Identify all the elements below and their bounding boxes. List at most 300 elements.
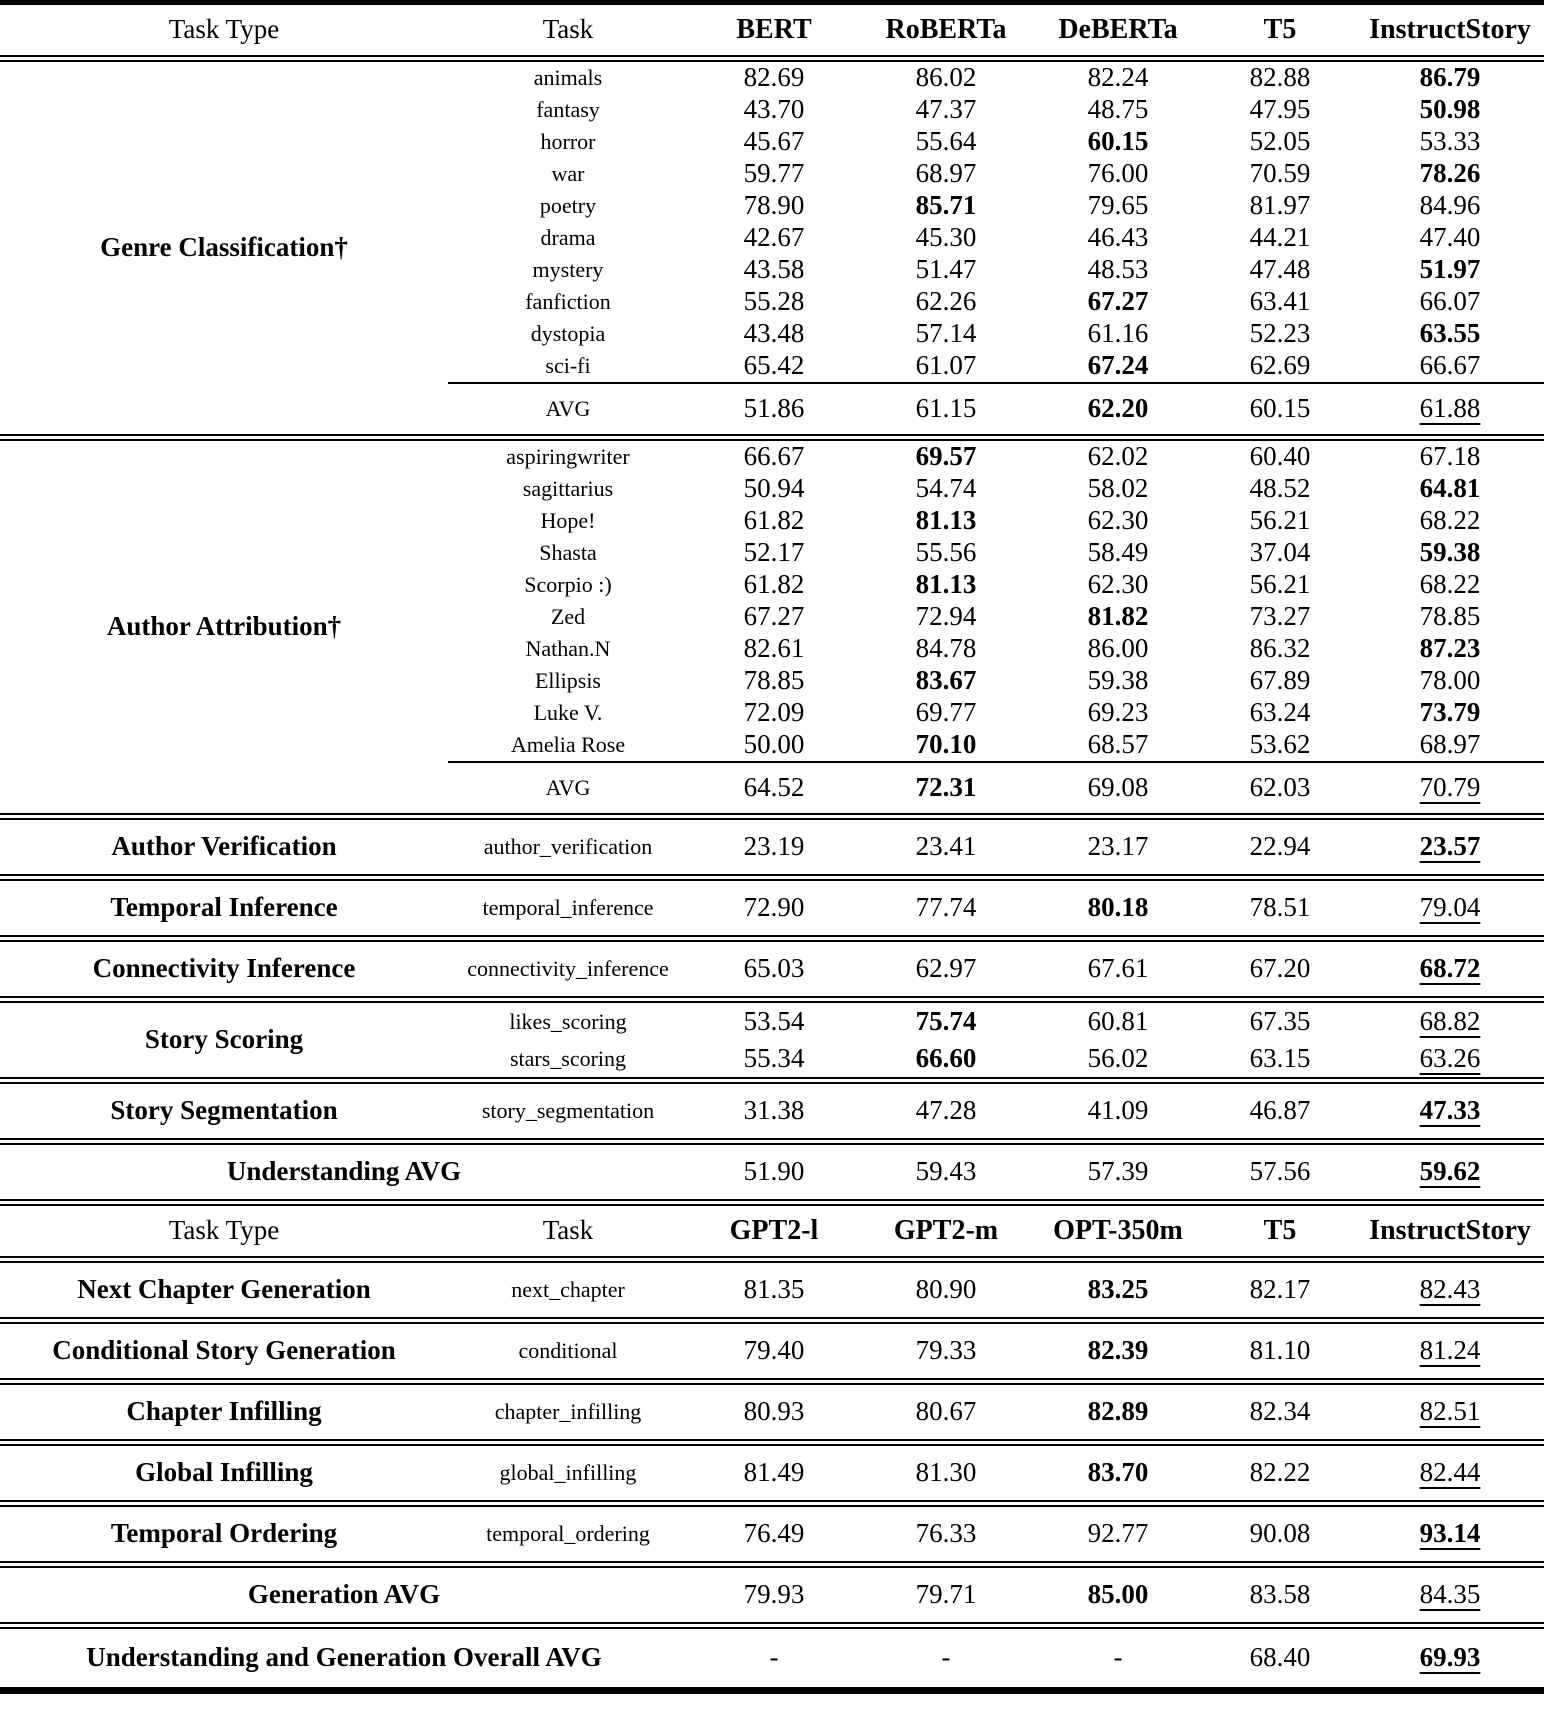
task-name-temporal-ordering: temporal_ordering bbox=[448, 1504, 688, 1565]
task-type-label-author-attribution: Author Attribution† bbox=[0, 438, 448, 817]
value-text: 46.43 bbox=[1087, 222, 1149, 253]
value-text: 57.56 bbox=[1249, 1156, 1311, 1187]
task-name-shasta: Shasta bbox=[539, 540, 597, 566]
value-text: 53.62 bbox=[1249, 729, 1311, 760]
value-cell bbox=[1204, 537, 1356, 569]
value-cell bbox=[860, 569, 1032, 601]
value-cell bbox=[1204, 286, 1356, 318]
value-text: 68.22 bbox=[1419, 505, 1481, 536]
value-cell bbox=[1032, 1081, 1204, 1142]
value-cell bbox=[1204, 1626, 1356, 1691]
value-cell bbox=[1032, 633, 1204, 665]
value-text: 67.20 bbox=[1249, 953, 1311, 984]
value-cell bbox=[1356, 939, 1544, 1000]
value-cell bbox=[688, 601, 860, 633]
value-text: 76.49 bbox=[743, 1518, 805, 1549]
value-text: 47.40 bbox=[1419, 222, 1481, 253]
table-row bbox=[0, 878, 1544, 939]
value-text: 93.14 bbox=[1419, 1518, 1481, 1549]
table-row bbox=[0, 1443, 1544, 1504]
task-type-label-story-segmentation: Story Segmentation bbox=[0, 1081, 448, 1142]
value-text: 69.57 bbox=[915, 441, 977, 472]
value-text: 50.94 bbox=[743, 473, 805, 504]
column-header-task-type: Task Type bbox=[168, 14, 280, 45]
value-text: - bbox=[1113, 1642, 1123, 1673]
value-text: 23.57 bbox=[1419, 831, 1481, 862]
value-text: 23.19 bbox=[743, 831, 805, 862]
value-cell bbox=[688, 665, 860, 697]
value-text: 81.97 bbox=[1249, 190, 1311, 221]
value-text: 66.60 bbox=[915, 1042, 977, 1073]
task-type-label-temporal-inference: Temporal Inference bbox=[0, 878, 448, 939]
task-type-label-author-verification: Author Verification bbox=[0, 817, 448, 878]
value-text: 64.81 bbox=[1419, 473, 1481, 504]
value-cell bbox=[860, 1504, 1032, 1565]
value-text: 80.18 bbox=[1087, 892, 1149, 923]
value-cell bbox=[860, 762, 1032, 817]
value-text: 37.04 bbox=[1249, 537, 1311, 568]
value-text: 68.40 bbox=[1249, 1642, 1311, 1673]
avg-label: AVG bbox=[448, 762, 688, 817]
value-cell bbox=[1356, 1504, 1544, 1565]
value-text: 76.33 bbox=[915, 1518, 977, 1549]
value-text: 73.79 bbox=[1419, 697, 1481, 728]
task-name-zed: Zed bbox=[550, 604, 586, 630]
task-name-luke-v: Luke V. bbox=[533, 700, 603, 726]
task-name-sci-fi: sci-fi bbox=[545, 353, 591, 379]
value-cell bbox=[688, 1565, 860, 1626]
column-header-gpt2-m: GPT2-m bbox=[860, 1203, 1032, 1260]
value-text: 61.88 bbox=[1419, 393, 1481, 424]
value-cell bbox=[688, 1260, 860, 1321]
value-cell bbox=[1204, 601, 1356, 633]
value-text: 58.49 bbox=[1087, 537, 1149, 568]
value-text: 67.35 bbox=[1249, 1005, 1311, 1036]
results-table-body bbox=[0, 3, 1544, 1691]
value-text: 81.24 bbox=[1419, 1335, 1481, 1366]
value-cell bbox=[1204, 939, 1356, 1000]
value-cell bbox=[860, 190, 1032, 222]
value-cell bbox=[688, 1443, 860, 1504]
value-text: 62.26 bbox=[915, 286, 977, 317]
value-text: 50.00 bbox=[743, 729, 805, 760]
value-text: 85.00 bbox=[1087, 1579, 1149, 1610]
value-text: 69.23 bbox=[1087, 697, 1149, 728]
task-name-conditional: conditional bbox=[448, 1321, 688, 1382]
value-text: 66.07 bbox=[1419, 286, 1481, 317]
value-text: 90.08 bbox=[1249, 1518, 1311, 1549]
value-cell bbox=[1204, 697, 1356, 729]
task-name-mystery: mystery bbox=[532, 257, 604, 283]
value-cell bbox=[1356, 254, 1544, 286]
table-row bbox=[0, 1203, 1544, 1260]
value-text: 65.42 bbox=[743, 350, 805, 381]
value-cell bbox=[688, 697, 860, 729]
task-name-horror: horror bbox=[540, 129, 596, 155]
table-row bbox=[0, 1504, 1544, 1565]
value-text: 62.03 bbox=[1249, 772, 1311, 803]
value-cell bbox=[1204, 1142, 1356, 1203]
value-cell bbox=[1032, 729, 1204, 762]
value-cell bbox=[688, 729, 860, 762]
value-cell bbox=[688, 286, 860, 318]
value-text: 51.86 bbox=[743, 393, 805, 424]
task-name-stars-scoring: stars_scoring bbox=[509, 1045, 627, 1071]
value-text: 72.90 bbox=[743, 892, 805, 923]
value-cell bbox=[1356, 665, 1544, 697]
value-cell bbox=[860, 1382, 1032, 1443]
task-name-chapter-infilling: chapter_infilling bbox=[448, 1382, 688, 1443]
value-cell bbox=[1204, 1040, 1356, 1081]
value-cell bbox=[688, 94, 860, 126]
value-text: 87.23 bbox=[1419, 633, 1481, 664]
value-cell bbox=[860, 383, 1032, 438]
value-cell bbox=[1204, 817, 1356, 878]
value-text: 81.49 bbox=[743, 1457, 805, 1488]
value-text: 63.24 bbox=[1249, 697, 1311, 728]
value-cell bbox=[1356, 1443, 1544, 1504]
task-type-label-genre-classification: Genre Classification† bbox=[0, 59, 448, 438]
table-row bbox=[0, 1260, 1544, 1321]
value-text: 47.37 bbox=[915, 94, 977, 125]
value-text: 48.75 bbox=[1087, 94, 1149, 125]
value-cell bbox=[1204, 190, 1356, 222]
value-text: 57.39 bbox=[1087, 1156, 1149, 1187]
value-text: 82.51 bbox=[1419, 1396, 1481, 1427]
value-cell bbox=[1032, 286, 1204, 318]
value-text: 45.30 bbox=[915, 222, 977, 253]
value-cell bbox=[1032, 254, 1204, 286]
value-text: 82.22 bbox=[1249, 1457, 1311, 1488]
task-name-war: war bbox=[551, 161, 585, 187]
value-cell bbox=[860, 126, 1032, 158]
value-cell bbox=[1356, 1565, 1544, 1626]
value-cell bbox=[1032, 94, 1204, 126]
value-cell bbox=[688, 254, 860, 286]
value-cell bbox=[688, 1321, 860, 1382]
value-text: 81.30 bbox=[915, 1457, 977, 1488]
value-text: 47.48 bbox=[1249, 254, 1311, 285]
value-cell bbox=[860, 697, 1032, 729]
value-cell bbox=[1032, 59, 1204, 95]
value-cell bbox=[688, 126, 860, 158]
value-cell bbox=[860, 601, 1032, 633]
value-text: 55.64 bbox=[915, 126, 977, 157]
value-text: 44.21 bbox=[1249, 222, 1311, 253]
value-text: 51.90 bbox=[743, 1156, 805, 1187]
value-text: 69.93 bbox=[1419, 1642, 1481, 1673]
value-cell bbox=[860, 729, 1032, 762]
value-cell bbox=[688, 537, 860, 569]
value-cell bbox=[1356, 158, 1544, 190]
value-cell bbox=[1356, 1040, 1544, 1081]
value-cell bbox=[1356, 473, 1544, 505]
value-text: - bbox=[941, 1642, 951, 1673]
task-type-label-conditional-story-generation: Conditional Story Generation bbox=[0, 1321, 448, 1382]
value-cell bbox=[688, 473, 860, 505]
value-text: 31.38 bbox=[743, 1095, 805, 1126]
value-cell bbox=[688, 318, 860, 350]
value-text: 84.78 bbox=[915, 633, 977, 664]
value-cell bbox=[860, 158, 1032, 190]
value-cell bbox=[860, 473, 1032, 505]
value-text: 60.15 bbox=[1087, 126, 1149, 157]
value-text: 60.40 bbox=[1249, 441, 1311, 472]
value-text: 68.72 bbox=[1419, 953, 1481, 984]
value-cell bbox=[1356, 537, 1544, 569]
value-cell bbox=[688, 1626, 860, 1691]
value-cell bbox=[1204, 473, 1356, 505]
value-text: 59.43 bbox=[915, 1156, 977, 1187]
column-header-instructstory: InstructStory bbox=[1369, 13, 1531, 45]
value-text: 53.33 bbox=[1419, 126, 1481, 157]
value-text: 62.30 bbox=[1087, 569, 1149, 600]
value-text: 72.31 bbox=[915, 772, 977, 803]
value-text: 81.82 bbox=[1087, 601, 1149, 632]
value-cell bbox=[688, 762, 860, 817]
value-cell bbox=[1032, 1040, 1204, 1081]
value-text: 42.67 bbox=[743, 222, 805, 253]
table-row bbox=[0, 1382, 1544, 1443]
value-cell bbox=[1356, 1081, 1544, 1142]
value-cell bbox=[860, 817, 1032, 878]
value-text: 79.71 bbox=[915, 1579, 977, 1610]
value-cell bbox=[1356, 318, 1544, 350]
value-text: 68.57 bbox=[1087, 729, 1149, 760]
value-cell bbox=[860, 286, 1032, 318]
value-cell bbox=[1032, 1260, 1204, 1321]
value-text: 78.26 bbox=[1419, 158, 1481, 189]
value-text: 52.17 bbox=[743, 537, 805, 568]
value-cell bbox=[688, 1142, 860, 1203]
value-text: 58.02 bbox=[1087, 473, 1149, 504]
value-text: 52.23 bbox=[1249, 318, 1311, 349]
value-text: 82.17 bbox=[1249, 1274, 1311, 1305]
value-text: 69.77 bbox=[915, 697, 977, 728]
value-text: 82.43 bbox=[1419, 1274, 1481, 1305]
value-text: 63.15 bbox=[1249, 1042, 1311, 1073]
value-text: 63.55 bbox=[1419, 318, 1481, 349]
value-text: 51.97 bbox=[1419, 254, 1481, 285]
value-cell bbox=[1204, 505, 1356, 537]
task-name-next-chapter: next_chapter bbox=[448, 1260, 688, 1321]
value-text: 61.82 bbox=[743, 569, 805, 600]
task-name-fanfiction: fanfiction bbox=[525, 289, 611, 315]
task-name-ellipsis: Ellipsis bbox=[534, 668, 601, 694]
value-cell bbox=[1032, 878, 1204, 939]
value-cell bbox=[1032, 1321, 1204, 1382]
value-cell bbox=[860, 1321, 1032, 1382]
value-text: 70.10 bbox=[915, 729, 977, 760]
column-header-task: Task bbox=[542, 14, 594, 45]
value-cell bbox=[1356, 878, 1544, 939]
value-cell bbox=[1032, 601, 1204, 633]
value-text: 59.62 bbox=[1419, 1156, 1481, 1187]
value-cell bbox=[1356, 59, 1544, 95]
value-cell bbox=[1032, 1382, 1204, 1443]
value-text: 78.85 bbox=[743, 665, 805, 696]
column-header-gpt2-l: GPT2-l bbox=[688, 1203, 860, 1260]
value-text: 55.34 bbox=[743, 1042, 805, 1073]
task-name-sagittarius: sagittarius bbox=[522, 476, 614, 502]
value-cell bbox=[1356, 94, 1544, 126]
value-text: 52.05 bbox=[1249, 126, 1311, 157]
value-text: 78.85 bbox=[1419, 601, 1481, 632]
value-cell bbox=[1032, 1142, 1204, 1203]
value-cell bbox=[1032, 665, 1204, 697]
task-name-connectivity-inference: connectivity_inference bbox=[448, 939, 688, 1000]
value-text: 63.41 bbox=[1249, 286, 1311, 317]
value-text: 80.90 bbox=[915, 1274, 977, 1305]
value-cell bbox=[1204, 350, 1356, 383]
task-name-poetry: poetry bbox=[539, 193, 597, 219]
table-row bbox=[0, 1321, 1544, 1382]
value-cell bbox=[860, 1260, 1032, 1321]
value-cell bbox=[1032, 817, 1204, 878]
value-text: 79.40 bbox=[743, 1335, 805, 1366]
value-text: 59.38 bbox=[1419, 537, 1481, 568]
summary-label-generation-avg: Generation AVG bbox=[0, 1565, 688, 1626]
value-text: 67.27 bbox=[743, 601, 805, 632]
value-cell bbox=[1356, 1321, 1544, 1382]
value-cell bbox=[1204, 254, 1356, 286]
value-text: 80.67 bbox=[915, 1396, 977, 1427]
value-cell bbox=[1032, 158, 1204, 190]
value-cell bbox=[688, 817, 860, 878]
value-cell bbox=[860, 1626, 1032, 1691]
value-text: 83.58 bbox=[1249, 1579, 1311, 1610]
value-cell bbox=[1204, 1260, 1356, 1321]
value-cell bbox=[1356, 1626, 1544, 1691]
value-text: 81.13 bbox=[915, 505, 977, 536]
value-cell bbox=[1204, 383, 1356, 438]
value-cell bbox=[1032, 1626, 1204, 1691]
task-name-hope: Hope! bbox=[540, 508, 596, 534]
task-name-fantasy: fantasy bbox=[536, 97, 600, 123]
value-cell bbox=[1356, 190, 1544, 222]
value-text: 43.48 bbox=[743, 318, 805, 349]
column-header-t5: T5 bbox=[1204, 1203, 1356, 1260]
column-header-opt-350m: OPT-350m bbox=[1032, 1203, 1204, 1260]
avg-label: AVG bbox=[448, 383, 688, 438]
value-text: 63.26 bbox=[1419, 1042, 1481, 1073]
value-cell bbox=[1204, 1000, 1356, 1041]
value-cell bbox=[1356, 762, 1544, 817]
value-text: 68.97 bbox=[915, 158, 977, 189]
table-row bbox=[0, 939, 1544, 1000]
value-cell bbox=[1356, 505, 1544, 537]
value-cell bbox=[1204, 126, 1356, 158]
value-cell bbox=[1032, 1000, 1204, 1041]
value-cell bbox=[1032, 939, 1204, 1000]
value-text: 70.59 bbox=[1249, 158, 1311, 189]
value-text: 68.97 bbox=[1419, 729, 1481, 760]
value-cell bbox=[860, 1142, 1032, 1203]
value-text: 82.69 bbox=[743, 62, 805, 93]
task-name-global-infilling: global_infilling bbox=[448, 1443, 688, 1504]
value-cell bbox=[1032, 1565, 1204, 1626]
value-cell bbox=[860, 318, 1032, 350]
value-cell bbox=[860, 505, 1032, 537]
value-text: 46.87 bbox=[1249, 1095, 1311, 1126]
task-type-label-global-infilling: Global Infilling bbox=[0, 1443, 448, 1504]
value-text: 78.51 bbox=[1249, 892, 1311, 923]
value-cell bbox=[1204, 158, 1356, 190]
value-text: 23.41 bbox=[915, 831, 977, 862]
value-cell bbox=[860, 94, 1032, 126]
value-text: 86.00 bbox=[1087, 633, 1149, 664]
task-name-temporal-inference: temporal_inference bbox=[448, 878, 688, 939]
value-text: 81.10 bbox=[1249, 1335, 1311, 1366]
value-cell bbox=[1032, 569, 1204, 601]
task-name-nathan-n: Nathan.N bbox=[525, 636, 611, 662]
value-cell bbox=[860, 537, 1032, 569]
value-text: 54.74 bbox=[915, 473, 977, 504]
value-text: 82.24 bbox=[1087, 62, 1149, 93]
value-text: 84.35 bbox=[1419, 1579, 1481, 1610]
summary-label-understanding-and-generation-overall-avg: Understanding and Generation Overall AVG bbox=[0, 1626, 688, 1691]
task-name-scorpio: Scorpio :) bbox=[524, 572, 612, 598]
value-text: 86.79 bbox=[1419, 62, 1481, 93]
value-text: 62.30 bbox=[1087, 505, 1149, 536]
value-cell bbox=[1204, 878, 1356, 939]
value-text: 75.74 bbox=[915, 1005, 977, 1036]
table-row bbox=[0, 1142, 1544, 1203]
value-cell bbox=[860, 1040, 1032, 1081]
value-text: 67.61 bbox=[1087, 953, 1149, 984]
value-cell bbox=[1204, 94, 1356, 126]
value-cell bbox=[860, 350, 1032, 383]
value-text: 72.94 bbox=[915, 601, 977, 632]
value-text: 67.89 bbox=[1249, 665, 1311, 696]
value-cell bbox=[1204, 1081, 1356, 1142]
value-text: 56.02 bbox=[1087, 1042, 1149, 1073]
value-text: 82.39 bbox=[1087, 1335, 1149, 1366]
value-text: 81.35 bbox=[743, 1274, 805, 1305]
value-text: 86.32 bbox=[1249, 633, 1311, 664]
table-row bbox=[0, 3, 1544, 59]
value-text: - bbox=[769, 1642, 779, 1673]
value-cell bbox=[1204, 1565, 1356, 1626]
value-cell bbox=[688, 939, 860, 1000]
value-cell bbox=[1032, 383, 1204, 438]
value-text: 62.69 bbox=[1249, 350, 1311, 381]
summary-label-understanding-avg: Understanding AVG bbox=[0, 1142, 688, 1203]
value-text: 67.27 bbox=[1087, 286, 1149, 317]
value-text: 22.94 bbox=[1249, 831, 1311, 862]
value-cell bbox=[688, 158, 860, 190]
value-cell bbox=[688, 878, 860, 939]
value-text: 55.28 bbox=[743, 286, 805, 317]
value-cell bbox=[1356, 1260, 1544, 1321]
task-name-dystopia: dystopia bbox=[530, 321, 606, 347]
value-cell bbox=[1032, 1504, 1204, 1565]
value-cell bbox=[1204, 569, 1356, 601]
value-cell bbox=[688, 569, 860, 601]
value-text: 62.20 bbox=[1087, 393, 1149, 424]
value-cell bbox=[1032, 318, 1204, 350]
table-row bbox=[0, 817, 1544, 878]
task-name-likes-scoring: likes_scoring bbox=[448, 1000, 688, 1041]
value-cell bbox=[860, 1000, 1032, 1041]
value-text: 79.93 bbox=[743, 1579, 805, 1610]
task-name-animals: animals bbox=[448, 59, 688, 95]
value-text: 80.93 bbox=[743, 1396, 805, 1427]
value-cell bbox=[688, 438, 860, 474]
value-cell bbox=[1356, 729, 1544, 762]
value-text: 51.47 bbox=[915, 254, 977, 285]
value-cell bbox=[860, 222, 1032, 254]
